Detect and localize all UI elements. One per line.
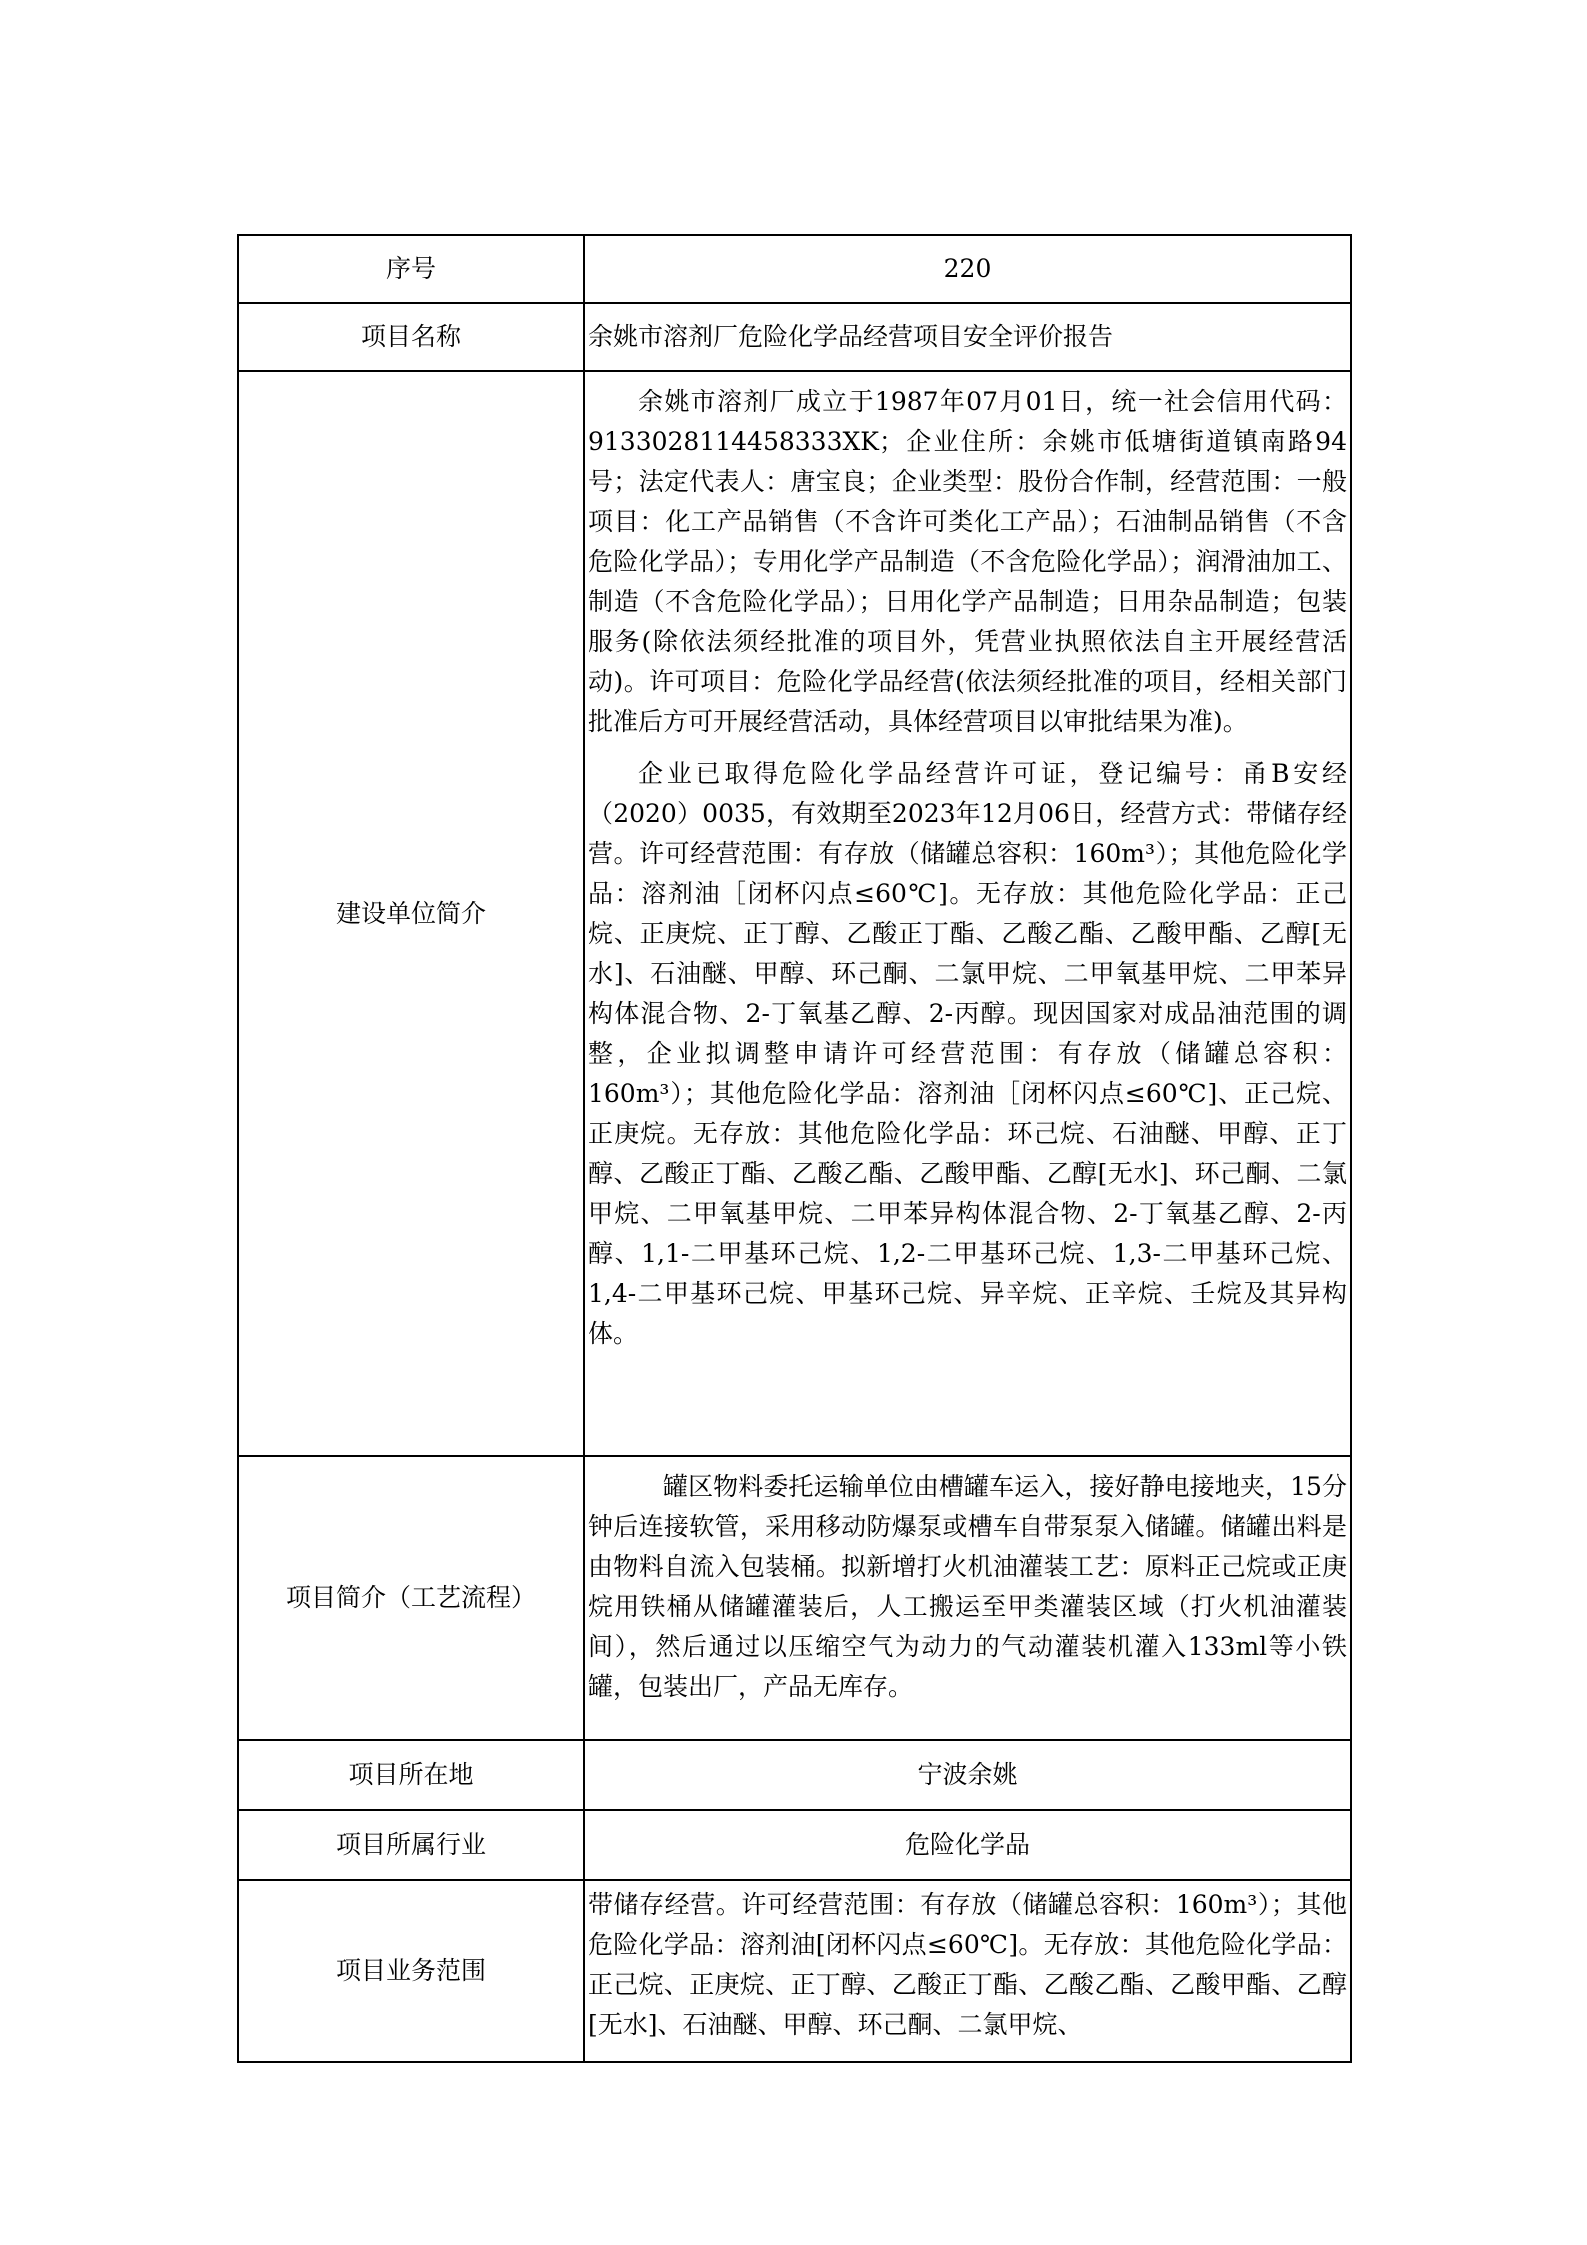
row-value: 220 [584,235,1351,303]
row-label: 项目所属行业 [238,1810,584,1880]
paragraph: 带储存经营。许可经营范围：有存放（储罐总容积：160m³）；其他危险化学品：溶剂油[闭杯闪点≤60℃]。无存放：其他危险化学品：正己烷、正庚烷、正丁醇、乙酸正丁酯、乙酸乙酯、乙酸甲酯、乙醇[无水]、石油醚、甲醇、环己酮、二氯甲烷、 [588,1890,1347,2039]
row-label: 序号 [238,235,584,303]
paragraph: 余姚市溶剂厂成立于1987年07月01日，统一社会信用代码：9133028114458333XK；企业住所：余姚市低塘街道镇南路94号；法定代表人：唐宝良；企业类型：股份合作制，经营范围：一般项目：化工产品销售（不含许可类化工产品）；石油制品销售（不含危险化学品）；专用化学产品制造（不含危险化学品）；润滑油加工、制造（不含危险化学品）；日用化学产品制造；日用杂品制造；包装服务(除依法须经批准的项目外，凭营业执照依法自主开展经营活动)。许可项目：危险化学品经营(依法须经批准的项目，经相关部门批准后方可开展经营活动，具体经营项目以审批结果为准)。 [588,387,1347,736]
paragraph: 罐区物料委托运输单位由槽罐车运入，接好静电接地夹，15分钟后连接软管，采用移动防爆泵或槽车自带泵泵入储罐。储罐出料是由物料自流入包装桶。拟新增打火机油灌装工艺：原料正己烷或正庚烷用铁桶从储罐灌装后，人工搬运至甲类灌装区域（打火机油灌装间），然后通过以压缩空气为动力的气动灌装机灌入133ml等小铁罐，包装出厂，产品无库存。 [588,1472,1347,1701]
paragraph: 企业已取得危险化学品经营许可证，登记编号：甬B安经（2020）0035，有效期至2023年12月06日，经营方式：带储存经营。许可经营范围：有存放（储罐总容积：160m³）；其他危险化学品：溶剂油［闭杯闪点≤60℃]。无存放：其他危险化学品：正己烷、正庚烷、正丁醇、乙酸正丁酯、乙酸乙酯、乙酸甲酯、乙醇[无水]、石油醚、甲醇、环己酮、二氯甲烷、二甲氧基甲烷、二甲苯异构体混合物、2-丁氧基乙醇、2-丙醇。现因国家对成品油范围的调整，企业拟调整申请许可经营范围：有存放（储罐总容积：160m³）；其他危险化学品：溶剂油［闭杯闪点≤60℃]、正己烷、正庚烷。无存放：其他危险化学品：环己烷、石油醚、甲醇、正丁醇、乙酸正丁酯、乙酸乙酯、乙酸甲酯、乙醇[无水]、环己酮、二氯甲烷、二甲氧基甲烷、二甲苯异构体混合物、2-丁氧基乙醇、2-丙醇、1,1-二甲基环己烷、1,2-二甲基环己烷、1,3-二甲基环己烷、1,4-二甲基环己烷、甲基环己烷、异辛烷、正辛烷、壬烷及其异构体。 [588,759,1347,1348]
row-value [584,371,1351,1456]
project-info-table [237,234,1352,2063]
table-row [238,1880,1351,2062]
row-label: 项目业务范围 [238,1880,584,2062]
table-row [238,235,1351,303]
row-value: 余姚市溶剂厂危险化学品经营项目安全评价报告 [584,303,1351,371]
row-value [584,1456,1351,1740]
row-value: 宁波余姚 [584,1740,1351,1810]
row-label: 项目简介（工艺流程） [238,1456,584,1740]
table-row [238,1456,1351,1740]
row-label: 项目名称 [238,303,584,371]
row-label: 项目所在地 [238,1740,584,1810]
table-row [238,1810,1351,1880]
row-value: 危险化学品 [584,1810,1351,1880]
row-label: 建设单位简介 [238,371,584,1456]
table-row [238,1740,1351,1810]
row-value [584,1880,1351,2062]
table-row [238,371,1351,1456]
table-row [238,303,1351,371]
